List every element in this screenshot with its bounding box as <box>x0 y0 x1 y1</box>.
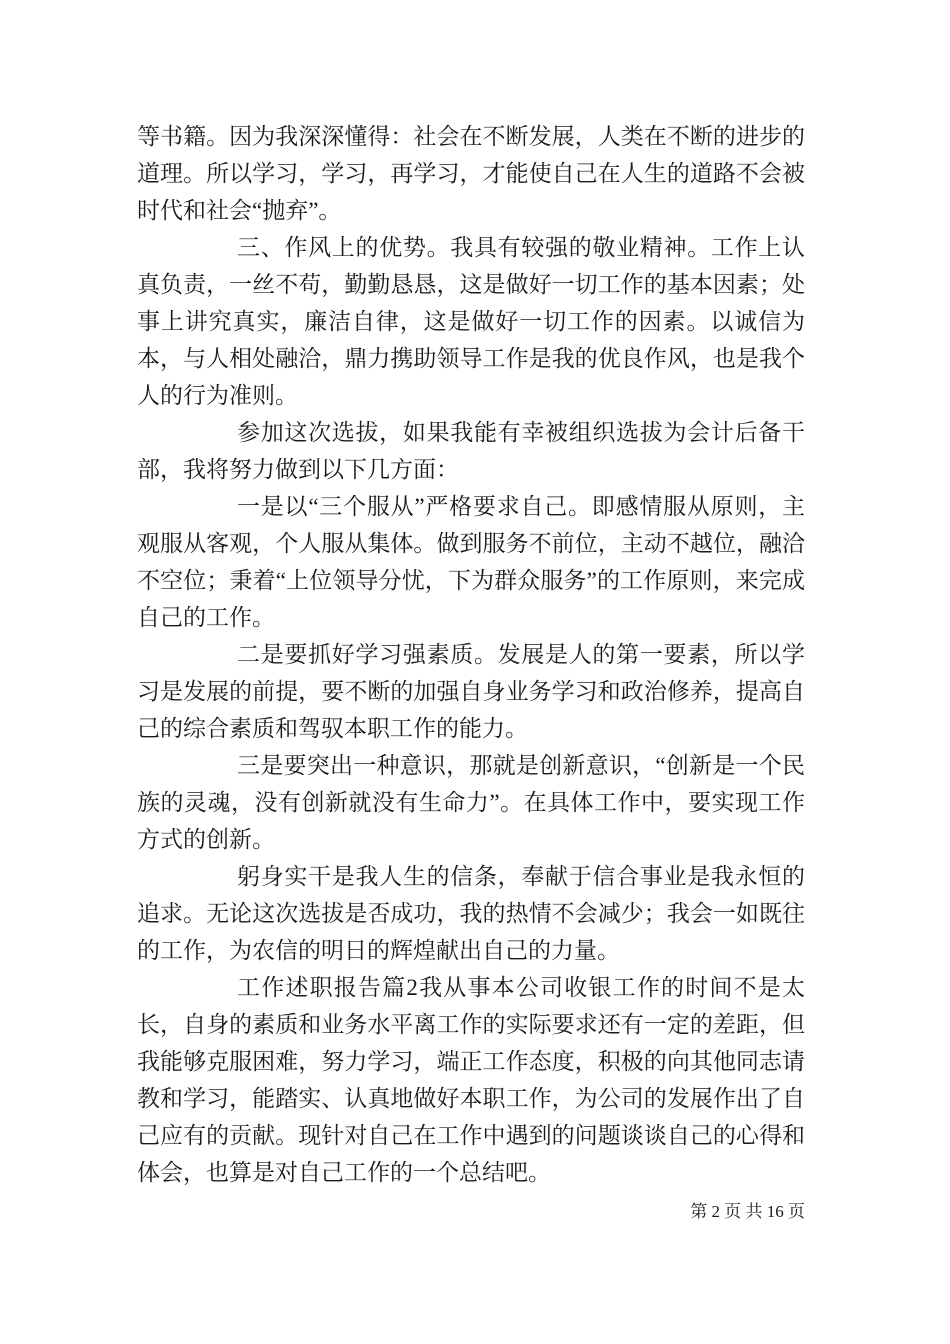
paragraph-point-two: 二是要抓好学习强素质。发展是人的第一要素，所以学习是发展的前提，要不断的加强自身业务学习和政治修养，提高自己的综合素质和驾驭本职工作的能力。 <box>137 642 805 741</box>
page-number-indicator: 第 2 页 共 16 页 <box>690 1202 805 1221</box>
paragraph-point-three: 三是要突出一种意识，那就是创新意识，“创新是一个民族的灵魂，没有创新就没有生命力”。在具体工作中，要实现工作方式的创新。 <box>137 753 805 852</box>
paragraph-point-one: 一是以“三个服从”严格要求自己。即感情服从原则，主观服从客观，个人服从集体。做到服务不前位，主动不越位，融洽不空位；秉着“上位领导分忧，下为群众服务”的工作原则，来完成自己的工作。 <box>137 494 805 630</box>
document-body <box>137 118 805 1191</box>
paragraph-closing-pledge: 躬身实干是我人生的信条，奉献于信合事业是我永恒的追求。无论这次选拔是否成功，我的热情不会减少；我会一如既往的工作，为农信的明日的辉煌献出自己的力量。 <box>137 864 805 963</box>
paragraph-selection-intro: 参加这次选拔，如果我能有幸被组织选拔为会计后备干部，我将努力做到以下几方面： <box>137 420 805 482</box>
paragraph-report-part2: 工作述职报告篇2我从事本公司收银工作的时间不是太长，自身的素质和业务水平离工作的实际要求还有一定的差距，但我能够克服困难，努力学习，端正工作态度，积极的向其他同志请教和学习，能踏实、认真地做好本职工作，为公司的发展作出了自己应有的贡献。现针对自己在工作中遇到的问题谈谈自己的心得和体会，也算是对自己工作的一个总结吧。 <box>137 975 805 1185</box>
paragraph-style-advantages: 三、作风上的优势。我具有较强的敬业精神。工作上认真负责，一丝不苟，勤勤恳恳，这是做好一切工作的基本因素；处事上讲究真实，廉洁自律，这是做好一切工作的因素。以诚信为本，与人相处融洽，鼎力携助领导工作是我的优良作风，也是我个人的行为准则。 <box>137 235 805 408</box>
paragraph-continuation: 等书籍。因为我深深懂得：社会在不断发展，人类在不断的进步的道理。所以学习，学习，再学习，才能使自己在人生的道路不会被时代和社会“抛弃”。 <box>137 124 805 223</box>
